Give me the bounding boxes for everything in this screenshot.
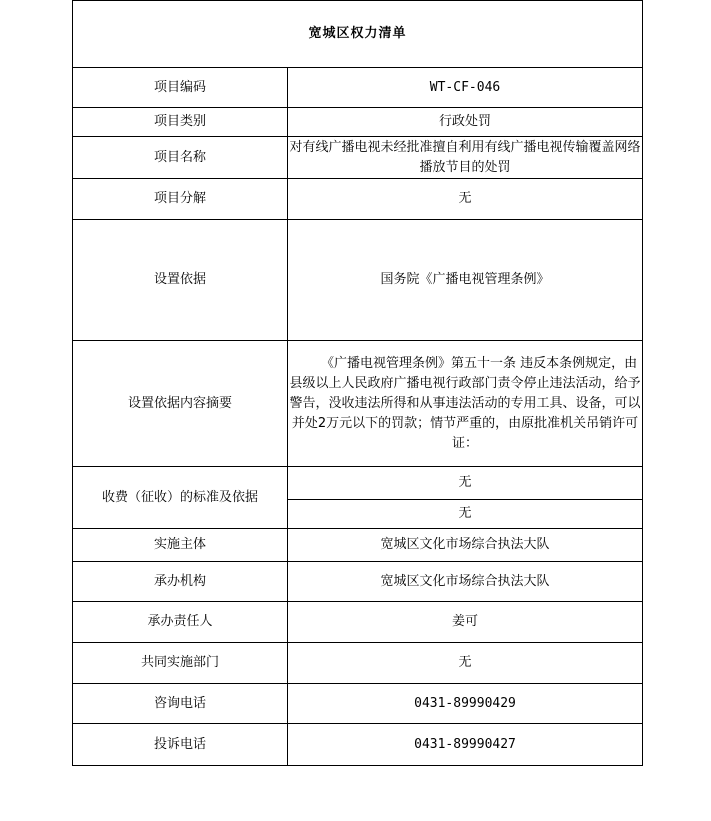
breakdown-label: 项目分解 bbox=[73, 179, 288, 220]
basis-summary-label: 设置依据内容摘要 bbox=[73, 341, 288, 467]
basis-label: 设置依据 bbox=[73, 220, 288, 341]
row-basis-summary bbox=[73, 341, 643, 467]
category-value: 行政处罚 bbox=[288, 108, 643, 137]
row-name bbox=[73, 137, 643, 179]
row-code bbox=[73, 68, 643, 108]
breakdown-value: 无 bbox=[288, 179, 643, 220]
row-complaint-phone bbox=[73, 724, 643, 766]
agency-label: 承办机构 bbox=[73, 562, 288, 602]
complaint-phone-value: 0431-89990427 bbox=[288, 724, 643, 766]
subject-value: 宽城区文化市场综合执法大队 bbox=[288, 529, 643, 562]
basis-value: 国务院《广播电视管理条例》 bbox=[288, 220, 643, 341]
name-label: 项目名称 bbox=[73, 137, 288, 179]
agency-value: 宽城区文化市场综合执法大队 bbox=[288, 562, 643, 602]
row-basis bbox=[73, 220, 643, 341]
row-joint bbox=[73, 643, 643, 684]
fees-value-1: 无 bbox=[288, 467, 643, 500]
consult-phone-value: 0431-89990429 bbox=[288, 684, 643, 724]
subject-label: 实施主体 bbox=[73, 529, 288, 562]
row-category bbox=[73, 108, 643, 137]
power-list-table bbox=[72, 0, 643, 766]
basis-summary-value bbox=[288, 341, 643, 467]
row-responsible bbox=[73, 602, 643, 643]
name-value: 对有线广播电视未经批准擅自利用有线广播电视传输覆盖网络播放节目的处罚 bbox=[288, 137, 643, 179]
fees-value-2: 无 bbox=[288, 500, 643, 529]
code-label: 项目编码 bbox=[73, 68, 288, 108]
basis-summary-text: 《广播电视管理条例》第五十一条 违反本条例规定，由县级以上人民政府广播电视行政部门责令停止违法活动，给予警告，没收违法所得和从事违法活动的专用工具、设备，可以并处2万元以下的罚款；情节严重的，由原批准机关吊销许可证： bbox=[289, 355, 641, 451]
joint-label: 共同实施部门 bbox=[73, 643, 288, 684]
consult-phone-label: 咨询电话 bbox=[73, 684, 288, 724]
row-fees-1 bbox=[73, 467, 643, 500]
page-title: 宽城区权力清单 bbox=[73, 1, 643, 68]
row-breakdown bbox=[73, 179, 643, 220]
fees-label: 收费（征收）的标准及依据 bbox=[73, 467, 288, 529]
responsible-value: 姜可 bbox=[288, 602, 643, 643]
row-agency bbox=[73, 562, 643, 602]
joint-value: 无 bbox=[288, 643, 643, 684]
row-consult-phone bbox=[73, 684, 643, 724]
row-subject bbox=[73, 529, 643, 562]
responsible-label: 承办责任人 bbox=[73, 602, 288, 643]
complaint-phone-label: 投诉电话 bbox=[73, 724, 288, 766]
category-label: 项目类别 bbox=[73, 108, 288, 137]
code-value: WT-CF-046 bbox=[288, 68, 643, 108]
